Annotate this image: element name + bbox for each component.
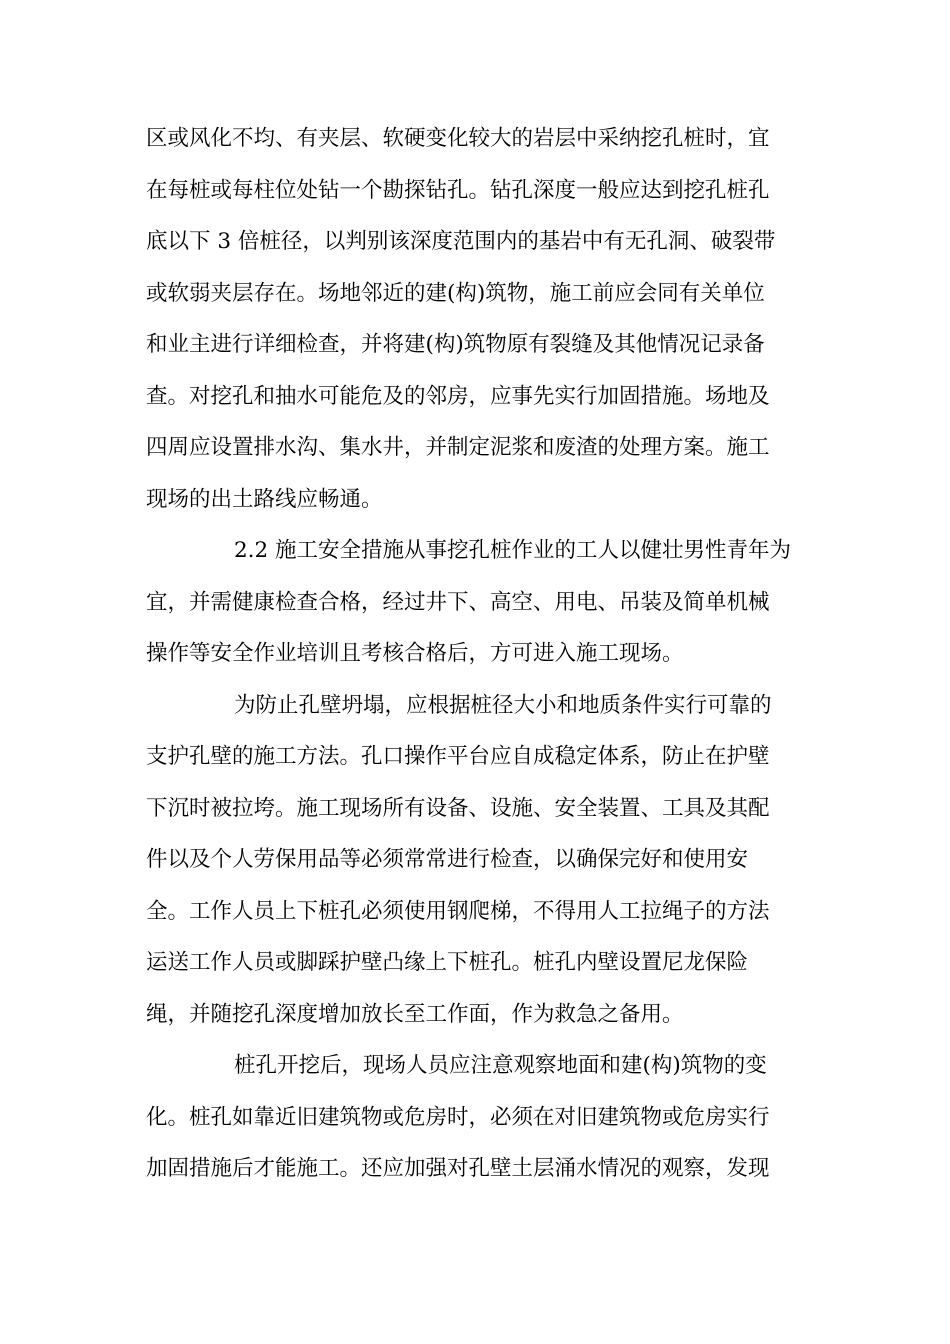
text-line-first: 桩孔开挖后，现场人员应注意观察地面和建(构)筑物的变	[234, 1053, 767, 1078]
text-line: 和业主进行详细检查，并将建(构)筑物原有裂缝及其他情况记录备	[146, 332, 765, 357]
text-line-first: 2.2 施工安全措施从事挖孔桩作业的工人以健壮男性青年为	[234, 538, 792, 563]
text-line: 全。工作人员上下桩孔必须使用钢爬梯，不得用人工拉绳子的方法	[146, 898, 770, 924]
text-line: 区或风化不均、有夹层、软硬变化较大的岩层中采纳挖孔桩时，宜	[146, 126, 770, 151]
text-line: 查。对挖孔和抽水可能危及的邻房，应事先实行加固措施。场地及	[146, 383, 770, 409]
paragraph-safety-measures	[146, 525, 806, 680]
text-line: 或软弱夹层存在。场地邻近的建(构)筑物，施工前应会同有关单位	[146, 280, 765, 306]
text-line: 运送工作人员或脚踩护壁凸缘上下桩孔。桩孔内壁设置尼龙保险	[146, 950, 749, 975]
text-line: 在每桩或每柱位处钻一个勘探钻孔。钻孔深度一般应达到挖孔桩孔	[146, 177, 770, 203]
paragraph-wall-support	[146, 680, 806, 1041]
text-line: 化。桩孔如靠近旧建筑物或危房时，必须在对旧建筑物或危房实行	[146, 1104, 770, 1130]
text-line: 现场的出土路线应畅通。	[146, 486, 383, 512]
text-line: 操作等安全作业培训且考核合格后，方可进入施工现场。	[146, 641, 684, 666]
text-line: 支护孔壁的施工方法。孔口操作平台应自成稳定体系，防止在护壁	[146, 744, 770, 769]
text-line-first: 为防止孔壁坍塌，应根据桩径大小和地质条件实行可靠的	[234, 692, 772, 718]
document-body	[146, 113, 806, 1195]
paragraph-site-survey	[146, 113, 806, 525]
text-line: 件以及个人劳保用品等必须常常进行检查，以确保完好和使用安	[146, 847, 749, 872]
text-line: 绳，并随挖孔深度增加放长至工作面，作为救急之备用。	[146, 1001, 684, 1027]
text-line: 四周应设置排水沟、集水井，并制定泥浆和废渣的处理方案。施工	[146, 435, 770, 460]
text-line: 加固措施后才能施工。还应加强对孔壁土层涌水情况的观察，发现	[146, 1156, 770, 1181]
text-line: 下沉时被拉垮。施工现场所有设备、设施、安全装置、工具及其配	[146, 795, 770, 821]
text-line: 底以下 3 倍桩径，以判别该深度范围内的基岩中有无孔洞、破裂带	[146, 229, 776, 254]
paragraph-excavation-observation	[146, 1040, 806, 1195]
text-line: 宜，并需健康检查合格，经过井下、高空、用电、吊装及简单机械	[146, 589, 770, 615]
